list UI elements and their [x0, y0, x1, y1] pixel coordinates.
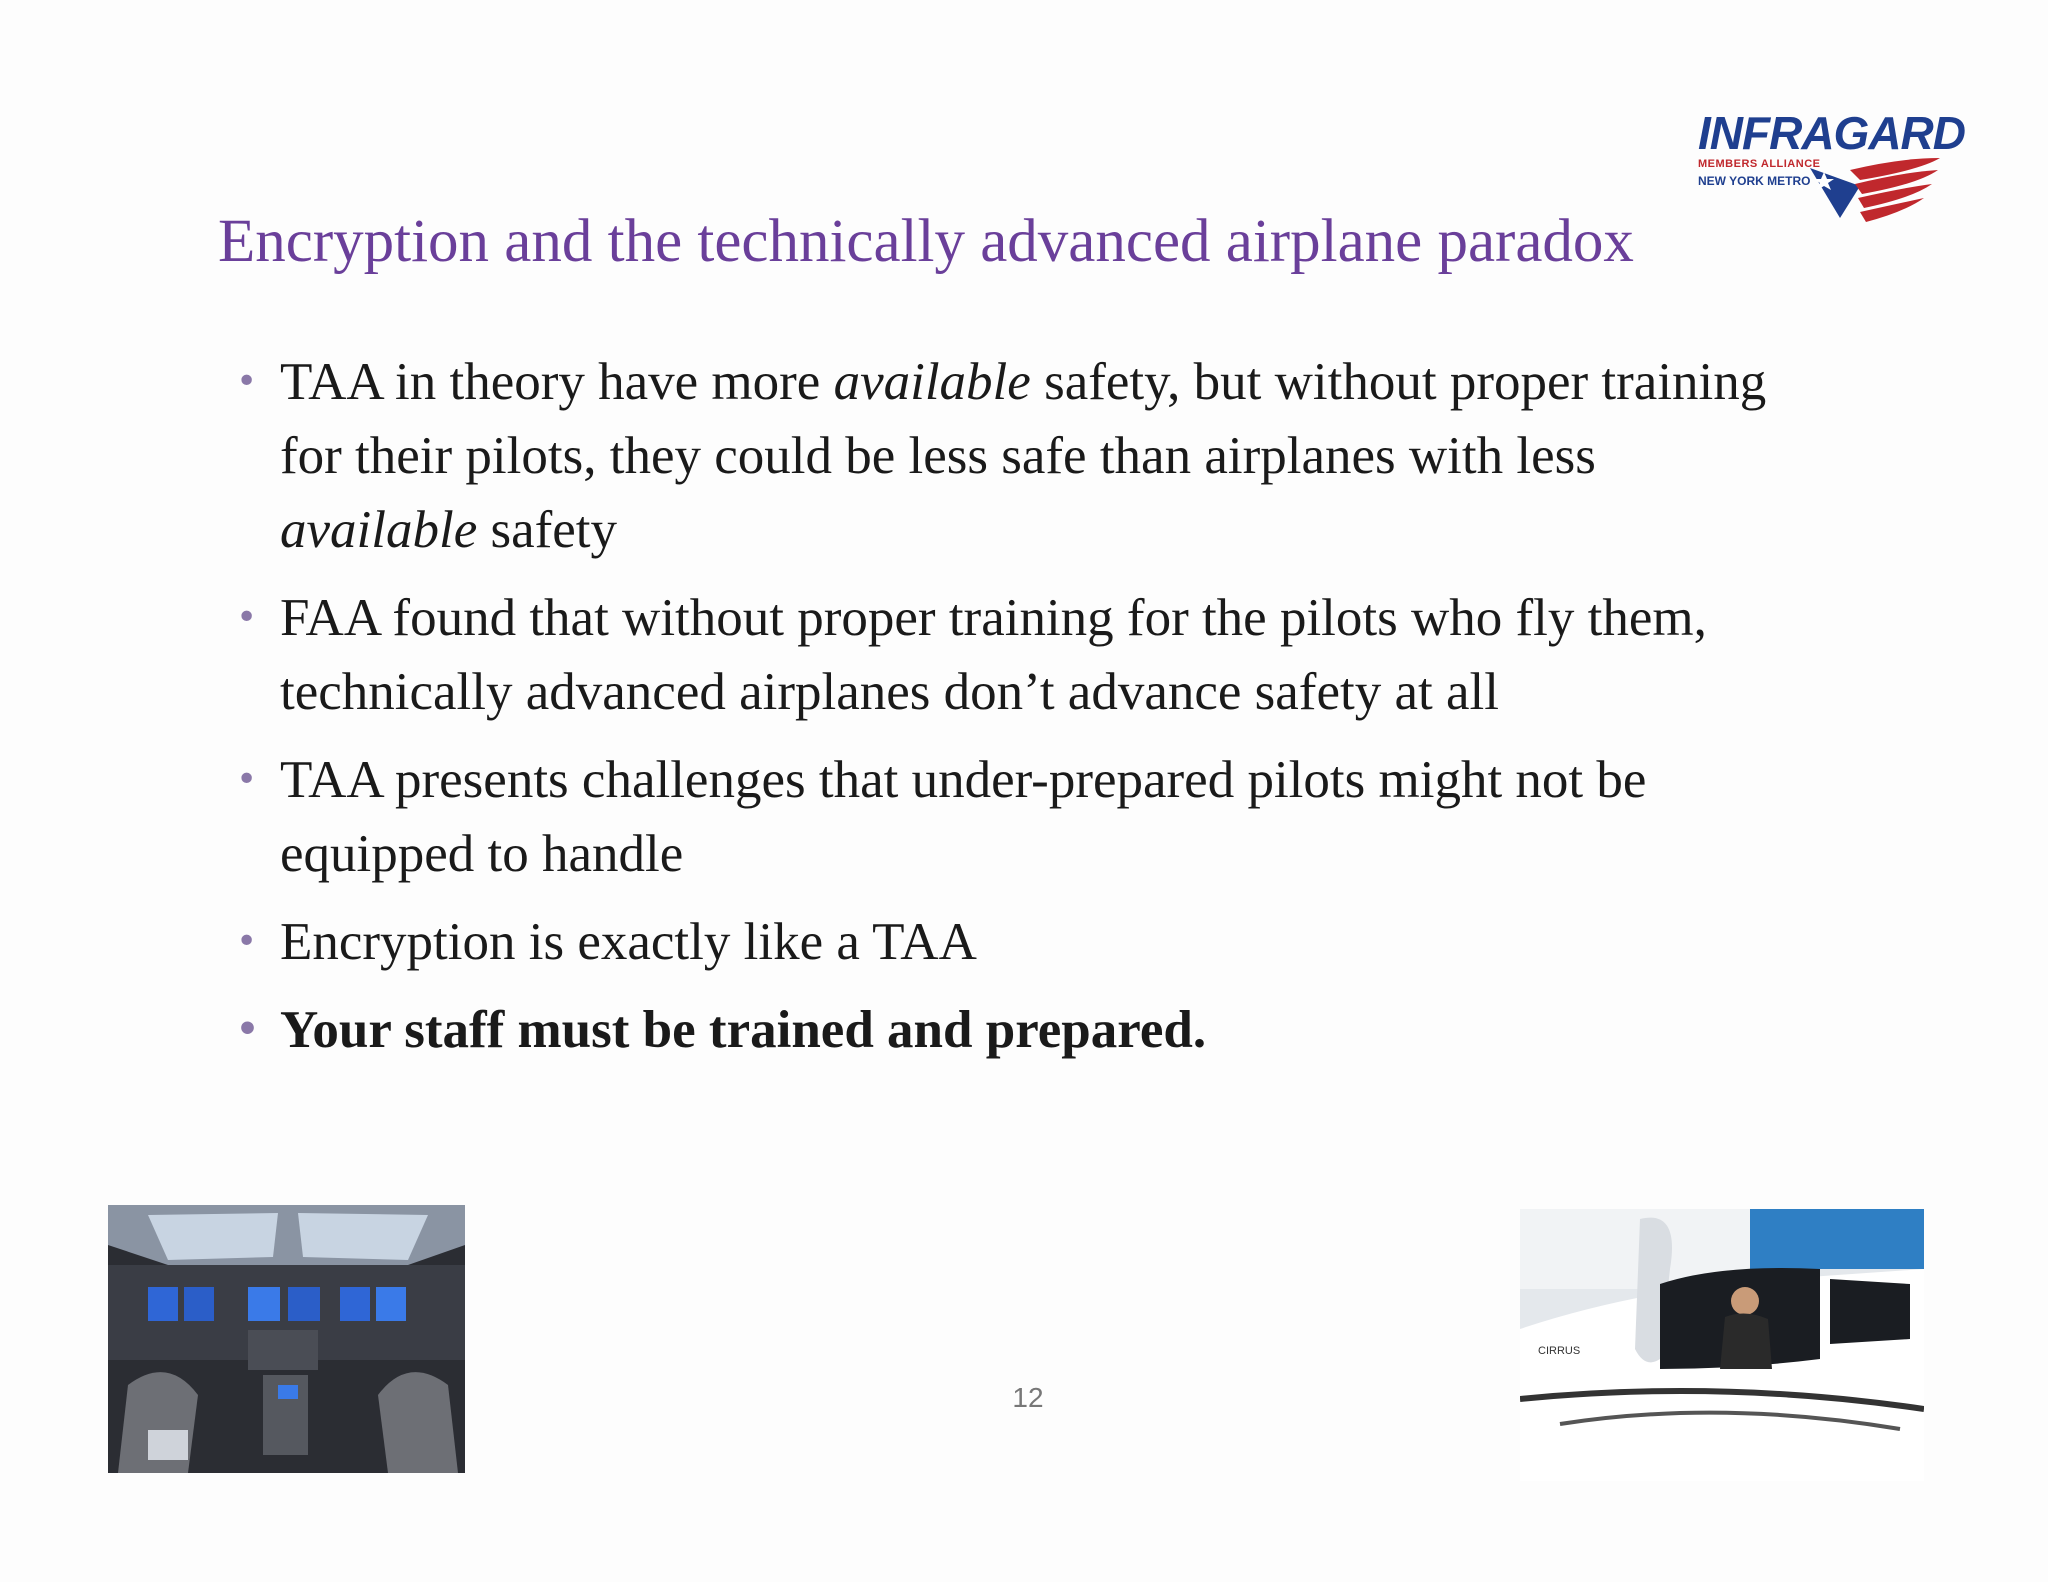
- bullet-item: [236, 993, 1796, 1067]
- bullet-dot-icon: •: [236, 361, 258, 402]
- flag-swoosh-icon: [1800, 148, 1950, 228]
- logo-subtitle-members: MEMBERS ALLIANCE: [1698, 158, 1821, 170]
- bullet-item: [236, 345, 1796, 567]
- cockpit-illustration: [108, 1205, 465, 1473]
- bullet-dot-icon: •: [236, 1009, 260, 1050]
- bullet-item: [236, 581, 1796, 729]
- bullet-emphasis: available: [833, 353, 1031, 411]
- bullet-text: safety: [477, 501, 618, 559]
- infragard-logo: [1690, 107, 1965, 228]
- bullet-item: [236, 743, 1796, 891]
- logo-subtitle-region: NEW YORK METRO: [1698, 174, 1811, 188]
- bullet-dot-icon: •: [236, 759, 258, 800]
- bullet-list: [236, 345, 1796, 1081]
- bullet-text: FAA found that without proper training for the pilots who fly them, technically advanced airplanes don’t advance safety at all: [280, 589, 1707, 721]
- bullet-dot-icon: •: [236, 921, 258, 962]
- bullet-text: TAA presents challenges that under-prepared pilots might not be equipped to handle: [280, 751, 1647, 883]
- bullet-item: [236, 905, 1796, 979]
- page-number: 12: [1012, 1382, 1044, 1413]
- cirrus-airplane-photo: [1520, 1209, 1924, 1481]
- bullet-text: Your staff must be trained and prepared.: [280, 1001, 1207, 1059]
- cirrus-illustration: [1520, 1209, 1924, 1481]
- bullet-text: TAA in theory have more: [280, 353, 834, 411]
- bullet-text: Encryption is exactly like a TAA: [280, 913, 977, 971]
- cockpit-photo: [108, 1205, 465, 1473]
- bullet-text: safety, but without proper training for their pilots, they could be less safe than airplanes with less: [280, 353, 1767, 485]
- bullet-emphasis: available: [280, 501, 478, 559]
- bullet-dot-icon: •: [236, 597, 258, 638]
- logo-wordmark: INFRAGARD: [1698, 107, 1965, 159]
- slide-title: Encryption and the technically advanced airplane paradox: [218, 208, 1634, 275]
- cirrus-brand-text: CIRRUS: [1538, 1345, 1581, 1357]
